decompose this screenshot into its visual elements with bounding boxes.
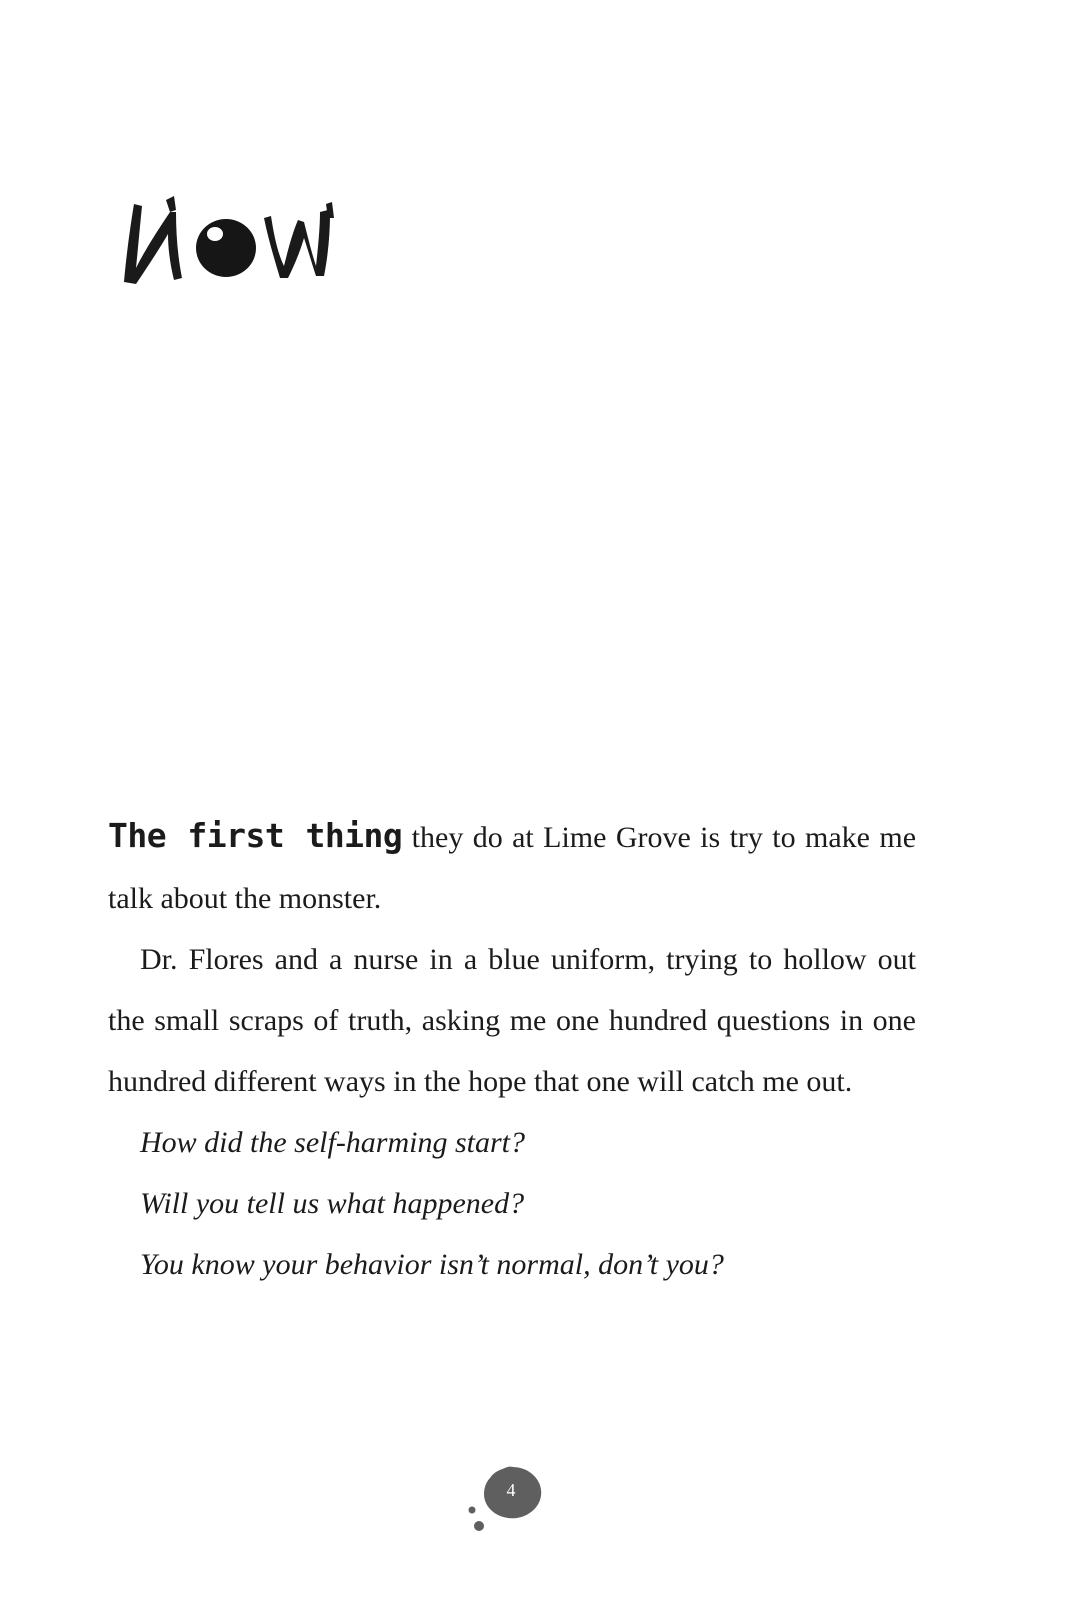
lead-in: The first thing — [108, 816, 403, 855]
chapter-heading — [118, 178, 348, 296]
question-1: How did the self-harming start? — [140, 1126, 526, 1159]
chapter-heading-text — [118, 178, 121, 179]
paragraph-1 — [108, 805, 916, 929]
heading-letter-w — [264, 210, 330, 278]
paragraph-2: Dr. Flores and a nurse in a blue uniform, trying to hollow out the small scraps of truth, asking me one hundred questions in one hundred different ways in the hope that one will catch me out. — [108, 943, 916, 1098]
question-2: Will you tell us what happened? — [140, 1187, 525, 1220]
question-3: You know your behavior isn’t normal, don’t you? — [140, 1248, 724, 1281]
paragraph-1-text: they do at Lime Grove is try to make me talk about the monster. — [108, 821, 917, 915]
body-text — [108, 805, 916, 1295]
page-number-splatter — [462, 1460, 552, 1540]
chapter-heading-lettering — [118, 178, 348, 296]
heading-letter-o — [196, 219, 256, 277]
page-number: 4 — [506, 1480, 516, 1500]
heading-letter-n — [124, 204, 182, 284]
